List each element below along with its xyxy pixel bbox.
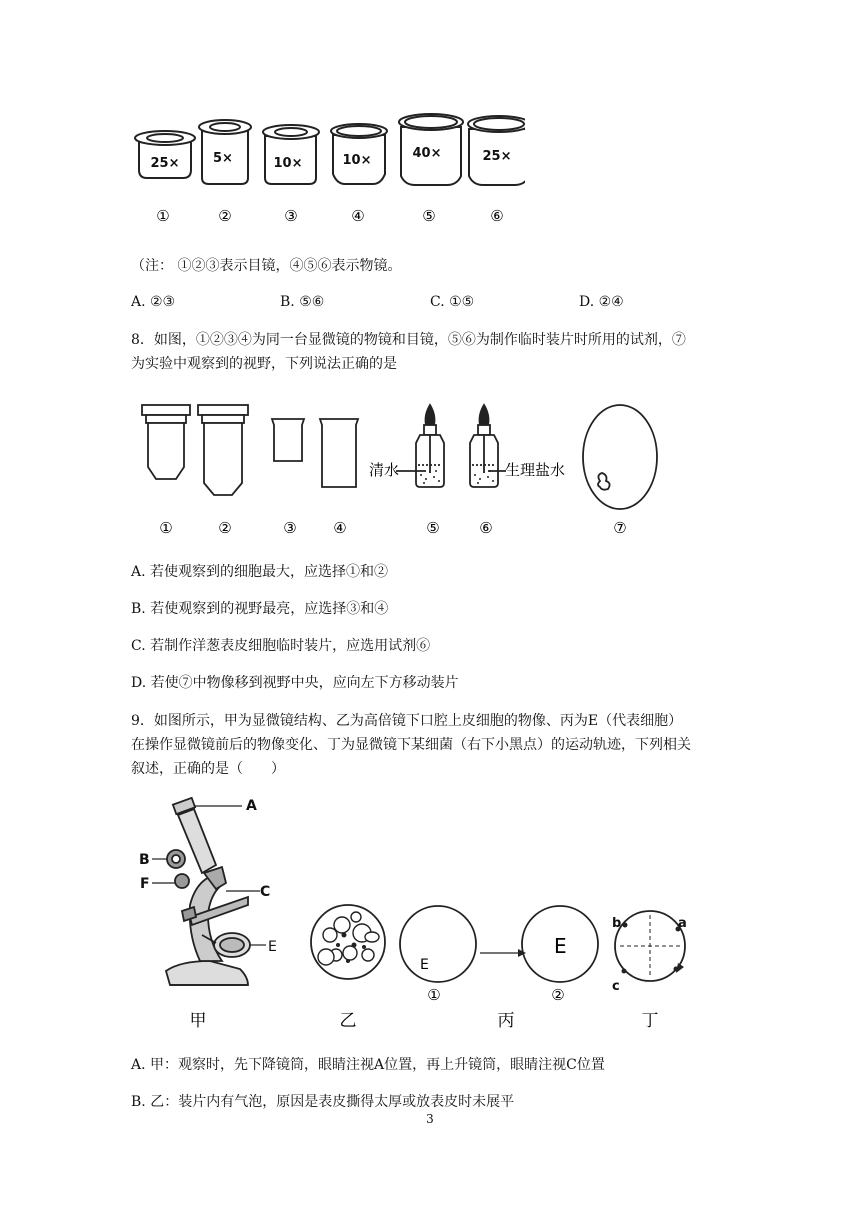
q9-stem-line2: 在操作显微镜前后的物像变化、丁为显微镜下某细菌（右下小黑点）的运动轨迹，下列相关 [131,737,691,753]
q8-number-4: ④ [333,519,347,537]
bing-number-1: ① [427,986,441,1004]
lens-3-number: ③ [284,207,298,225]
q7-option-d[interactable]: D. ②④ [579,294,624,310]
label-a: A [246,798,257,814]
q8-stem-line1: 8．如图，①②③④为同一台显微镜的物镜和目镜，⑤⑥为制作临时装片时所用的试剂，⑦ [131,332,686,348]
panel-label-bing: 丙 [497,1011,515,1031]
eyepiece-3 [272,419,304,461]
q8-number-6: ⑥ [479,519,493,537]
objective-1 [142,405,190,479]
reagent-bottle-6 [470,405,506,487]
lens-2-mag: 5× [213,151,233,166]
reagent-5-label: 清水 [369,461,400,479]
lens-6-number: ⑥ [490,207,504,225]
q7-lens-figure [125,110,525,230]
q9-stem-line3: 叙述，正确的是（ ） [131,761,285,777]
lens-1-number: ① [156,207,170,225]
lens-4-mag: 10× [342,153,372,168]
field-of-view-7 [583,405,657,509]
reagent-bottle-5 [396,405,444,487]
q7-option-c[interactable]: C. ①⑤ [430,294,475,310]
q7-note: （注： ①②③表示目镜，④⑤⑥表示物镜。 [131,258,402,274]
q8-number-3: ③ [283,519,297,537]
panel-label-yi: 乙 [339,1011,357,1031]
page-number: 3 [426,1112,434,1126]
q8-number-1: ① [159,519,173,537]
q8-option-d[interactable]: D. 若使⑦中物像移到视野中央，应向左下方移动装片 [131,675,459,691]
lens-2-number: ② [218,207,232,225]
bacteria-trajectory [615,911,685,981]
q9-figure [130,785,710,1035]
label-c: C [260,884,271,900]
image-change-diagram [400,906,598,982]
bing-e-after: E [554,934,567,958]
bing-e-before: E [420,957,429,973]
q7-option-b[interactable]: B. ⑤⑥ [280,294,325,310]
q9-stem-line1: 9．如图所示，甲为显微镜结构、乙为高倍镜下口腔上皮细胞的物像、丙为E（代表细胞） [131,713,683,729]
lens-3-mag: 10× [273,156,303,171]
label-b: B [139,852,150,868]
objective-2 [198,405,248,495]
ding-label-b: b [612,916,622,931]
q8-stem-line2: 为实验中观察到的视野，下列说法正确的是 [131,356,397,372]
q8-figure [130,395,670,545]
lens-1-mag: 25× [150,156,180,171]
label-e: E [268,939,277,955]
q8-number-2: ② [218,519,232,537]
panel-label-jia: 甲 [189,1011,207,1031]
panel-label-ding: 丁 [641,1011,659,1031]
eyepiece-4 [320,419,358,487]
label-f: F [140,876,150,892]
cell-view [311,905,385,979]
q8-option-a[interactable]: A. 若使观察到的细胞最大，应选择①和② [131,564,389,580]
lens-4-number: ④ [351,207,365,225]
q8-option-c[interactable]: C. 若制作洋葱表皮细胞临时装片，应选用试剂⑥ [131,638,431,654]
bing-number-2: ② [551,986,565,1004]
reagent-6-label: 生理盐水 [505,461,566,479]
q8-number-7: ⑦ [613,519,627,537]
ding-label-a: a [678,916,687,931]
q8-number-5: ⑤ [426,519,440,537]
lens-3 [263,125,319,184]
ding-label-c: c [612,979,620,994]
q7-option-a[interactable]: A. ②③ [131,294,176,310]
q9-option-a[interactable]: A. 甲：观察时，先下降镜筒，眼睛注视A位置，再上升镜筒，眼睛注视C位置 [131,1057,605,1073]
q8-option-b[interactable]: B. 若使观察到的视野最亮，应选择③和④ [131,601,389,617]
lens-5-number: ⑤ [422,207,436,225]
q9-option-b[interactable]: B. 乙：装片内有气泡，原因是表皮撕得太厚或放表皮时未展平 [131,1094,515,1110]
lens-5-mag: 40× [412,146,442,161]
lens-6-mag: 25× [482,149,512,164]
